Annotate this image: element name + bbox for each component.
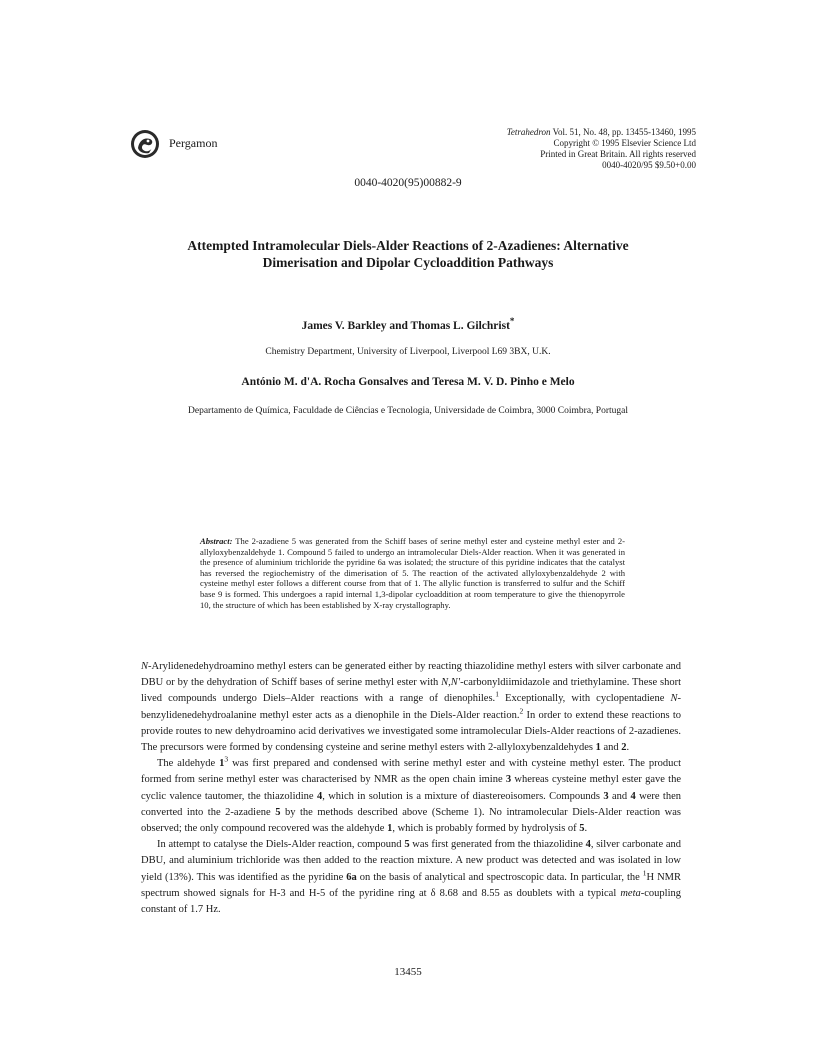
abstract-text: The 2-azadiene 5 was generated from the Schiff bases of serine methyl ester and cysteine methyl ester and 2-allyloxybenzaldehyde 1. Compound 5 failed to undergo an intramolecular Diels-Alder reaction. When it was generated in the presence of aluminium trichloride the pyridine 6a was isolated; the structure of this pyridine indicates that the catalyst has reversed the regiochemistry of the dimerisation of 5. The reaction of the activated allyloxybenzaldehyde 2 with cysteine methyl ester follows a different course from that of 1. The allylic function is transferred to sulfur and the Schiff base 9 is formed. This undergoes a rapid internal 1,3-dipolar cycloaddition at room temperature to give the thienopyrrole 10, the structure of which has been established by X-ray crystallography. (200, 536, 625, 610)
affiliation-coimbra: Departamento de Química, Faculdade de Ciências e Tecnologia, Universidade de Coimbra, 3000 Coimbra, Portugal (188, 406, 628, 416)
journal-citation (436, 127, 696, 171)
corresponding-author-mark: * (509, 316, 515, 326)
authors-liverpool: James V. Barkley and Thomas L. Gilchrist* (301, 316, 515, 332)
authors-coimbra: António M. d'A. Rocha Gonsalves and Teresa M. V. D. Pinho e Melo (241, 376, 575, 388)
paragraph-2: The aldehyde $1^3$ was first prepared and condensed with serine methyl ester and with cysteine methyl ester. The product formed from serine methyl ester was characterised by NMR as the open chain imine 3 whereas cysteine methyl ester gave the cyclic valence tautomer, the thiazolidine 4, which in solution is a mixture of diastereoisomers. Compounds 3 and 4 were then converted into the 2-azadiene 5 by the methods described above (Scheme 1). No intramolecular Diels-Alder reaction was observed; the only compound recovered was the aldehyde 1, which is probably formed by hydrolysis of 5. (141, 754, 682, 835)
journal-line-3: Printed in Great Britain. All rights reserved (540, 149, 696, 159)
reference-2: 2 (519, 706, 524, 716)
journal-line-2: Copyright © 1995 Elsevier Science Ltd (553, 138, 696, 148)
pergamon-logo (130, 129, 160, 159)
doi: 0040-4020(95)00882-9 (354, 177, 462, 189)
paragraph-1: N-Arylidenedehydroamino methyl esters can be generated either by reacting thiazolidine methyl esters with silver carbonate and DBU or by the dehydration of Schiff bases of serine methyl ester with N,N'-carbonyldiimidazole and triethylamine. These short lived compounds undergo Diels–Alder reactions with a range of dienophiles.$^1$ Exceptionally, with cyclopentadiene N-benzylidenedehydroalanine methyl ester acts as a dienophile in the Diels-Alder reaction.$^2$ In order to extend these reactions to provide routes to new dehydroamino acid derivatives we investigated some intramolecular Diels-Alder reactions of 2-azadienes. The precursors were formed by condensing cysteine and serine methyl esters with 2-allyloxybenzaldehydes 1 and 2. (141, 661, 681, 754)
journal-name: Tetrahedron (506, 127, 551, 137)
paper-title: Attempted Intramolecular Diels-Alder Reactions of 2-Azadienes: Alternative Dimerisation and Dipolar Cycloaddition Pathways (187, 238, 629, 270)
reference-3: 3 (224, 754, 229, 764)
page-number: 13455 (394, 966, 422, 978)
reference-1: 1 (495, 689, 499, 699)
publisher-name: Pergamon (169, 136, 218, 150)
journal-line-4: 0040-4020/95 $9.50+0.00 (602, 160, 696, 170)
paragraph-3: In attempt to catalyse the Diels-Alder reaction, compound 5 was first generated from the thiazolidine 4, silver carbonate and DBU, and aluminium trichloride was then added to the reaction mixture. A new product was detected and was isolated in low yield (13%). This was identified as the pyridine 6a on the basis of analytical and spectroscopic data. In particular, the $^1$H NMR spectrum showed signals for H-3 and H-5 of the pyridine ring at δ 8.68 and 8.55 as doublets with a typical meta-coupling constant of 1.7 Hz. (141, 839, 681, 916)
abstract-label: Abstract: (200, 536, 233, 546)
affiliation-liverpool: Chemistry Department, University of Liverpool, Liverpool L69 3BX, U.K. (265, 347, 551, 357)
body-text (141, 659, 681, 918)
journal-line-1: Tetrahedron Vol. 51, No. 48, pp. 13455-13460, 1995 (506, 127, 696, 137)
abstract (200, 536, 625, 610)
